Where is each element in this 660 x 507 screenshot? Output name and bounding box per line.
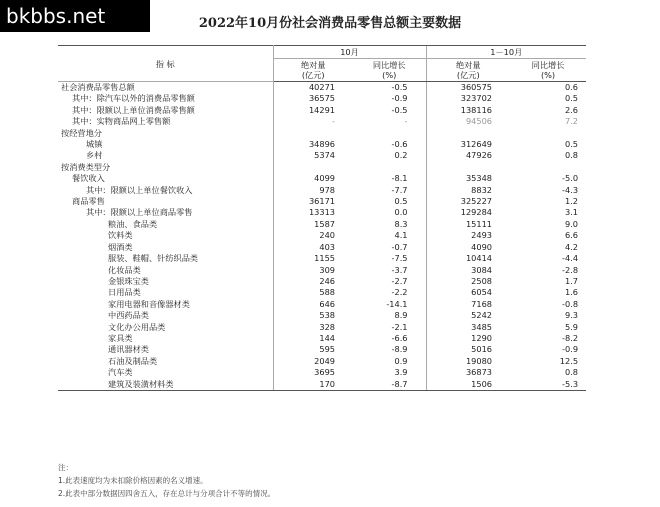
row-label: 其中：限额以上单位商品零售: [58, 207, 273, 218]
table-row: [58, 379, 586, 391]
row-label: 其中：实物商品网上零售额: [58, 116, 273, 127]
row-label: 中西药品类: [58, 310, 273, 321]
oct-growth: -0.7: [391, 241, 408, 252]
row-label: 金银珠宝类: [58, 276, 273, 287]
header-ytd-amount: 绝对量 (亿元): [426, 59, 510, 82]
ytd-amount: 5242: [426, 310, 510, 321]
row-label: 城镇: [58, 139, 273, 150]
ytd-amount: 312649: [426, 139, 510, 150]
table-row: [58, 367, 586, 378]
ytd-amount: 15111: [426, 219, 510, 230]
oct-growth: -0.6: [391, 139, 408, 150]
table-row: [58, 276, 586, 287]
ytd-growth: [510, 162, 586, 173]
ytd-growth: 6.6: [565, 230, 579, 241]
notes: [58, 461, 275, 500]
ytd-amount: 138116: [426, 105, 510, 116]
oct-growth: -0.5: [391, 82, 408, 92]
oct-growth: -14.1: [386, 298, 408, 309]
row-label: 文化办公用品类: [58, 322, 273, 333]
row-label: 其中：限额以上单位餐饮收入: [58, 185, 273, 196]
oct-growth: -8.1: [391, 173, 408, 184]
retail-sales-table: [58, 45, 586, 391]
oct-amount: 646: [319, 298, 335, 309]
ytd-growth: 0.8: [565, 150, 579, 161]
row-label: 通讯器材类: [58, 344, 273, 355]
table-row: [58, 128, 586, 139]
table-row: [58, 219, 586, 230]
oct-growth: -8.7: [353, 379, 426, 391]
table-row: [58, 185, 586, 196]
oct-growth: 3.9: [394, 367, 408, 378]
table-row: [58, 356, 586, 367]
row-label: 餐饮收入: [58, 173, 273, 184]
ytd-amount: 360575: [426, 82, 510, 94]
oct-amount: 309: [319, 264, 335, 275]
ytd-amount: 6054: [426, 287, 510, 298]
table-row: [58, 230, 586, 241]
table-row: [58, 162, 586, 173]
oct-amount: 3695: [314, 367, 335, 378]
ytd-growth: 7.2: [565, 116, 579, 127]
ytd-growth: 2.6: [565, 104, 579, 115]
oct-amount: 40271: [308, 82, 335, 92]
row-label: 粮油、食品类: [58, 219, 273, 230]
table-row: [58, 344, 586, 355]
header-october: 10月: [273, 46, 426, 59]
ytd-growth: 1.6: [565, 287, 579, 298]
oct-growth: -2.7: [391, 275, 408, 286]
ytd-amount: 4090: [426, 242, 510, 253]
ytd-amount: 36873: [426, 367, 510, 378]
oct-amount: 34896: [308, 139, 335, 150]
row-label: 汽车类: [58, 367, 273, 378]
ytd-growth: -5.0: [562, 173, 579, 184]
ytd-amount: 1290: [426, 333, 510, 344]
row-label: 按经营地分: [58, 128, 273, 139]
ytd-growth: -0.8: [562, 298, 579, 309]
oct-growth: -0.9: [391, 93, 408, 104]
oct-growth: 8.3: [394, 218, 408, 229]
table-row: [58, 207, 586, 218]
oct-growth: [353, 162, 426, 173]
ytd-growth: -2.8: [562, 264, 579, 275]
row-label: 家具类: [58, 333, 273, 344]
ytd-amount: [426, 128, 510, 139]
ytd-amount: 35348: [426, 173, 510, 184]
row-label: 建筑及装潢材料类: [58, 379, 273, 391]
oct-amount: 13313: [308, 207, 335, 218]
table-row: [58, 196, 586, 207]
oct-amount: 14291: [308, 104, 335, 115]
oct-growth: 0.2: [394, 150, 408, 161]
oct-amount: 36575: [308, 93, 335, 104]
oct-growth: -3.7: [391, 264, 408, 275]
oct-amount: 5374: [314, 150, 335, 161]
header-indicator: 指 标: [58, 46, 273, 82]
ytd-amount: 8832: [426, 185, 510, 196]
row-label: 乡村: [58, 150, 273, 161]
oct-amount: 1587: [314, 218, 335, 229]
ytd-amount: 5016: [426, 344, 510, 355]
row-label: 烟酒类: [58, 242, 273, 253]
oct-amount: 2049: [314, 355, 335, 366]
row-label: 其中：限额以上单位消费品零售额: [58, 105, 273, 116]
ytd-amount: 7168: [426, 299, 510, 310]
ytd-amount: 323702: [426, 93, 510, 104]
oct-growth: -2.1: [391, 321, 408, 332]
ytd-amount: 94506: [426, 116, 510, 127]
watermark-logo: bkbbs.net: [0, 0, 150, 32]
table-row: [58, 150, 586, 161]
oct-growth: 0.5: [394, 196, 408, 207]
ytd-growth: 5.9: [565, 321, 579, 332]
oct-growth: -8.9: [391, 344, 408, 355]
ytd-amount: [426, 162, 510, 173]
oct-amount: 144: [319, 332, 335, 343]
oct-amount: 328: [319, 321, 335, 332]
header-oct-amount: 绝对量 (亿元): [273, 59, 353, 82]
oct-amount: 246: [319, 275, 335, 286]
ytd-growth: 9.0: [565, 218, 579, 229]
ytd-amount: 129284: [426, 207, 510, 218]
row-label: 服装、鞋帽、针纺织品类: [58, 253, 273, 264]
notes-title: 注：: [58, 463, 73, 472]
row-label: 饮料类: [58, 230, 273, 241]
ytd-amount: 1506: [426, 379, 510, 391]
table-row: [58, 173, 586, 184]
ytd-growth: -4.3: [562, 184, 579, 195]
oct-growth: -: [404, 116, 408, 127]
row-label: 化妆品类: [58, 265, 273, 276]
ytd-amount: 2493: [426, 230, 510, 241]
oct-growth: 0.0: [394, 207, 408, 218]
ytd-amount: 10414: [426, 253, 510, 264]
row-label: 家用电器和音像器材类: [58, 299, 273, 310]
note-2: 2.此表中部分数据因四舍五入，存在总计与分项合计不等的情况。: [58, 489, 276, 498]
ytd-growth: 3.1: [565, 207, 579, 218]
table-row: [58, 242, 586, 253]
table-row: [58, 333, 586, 344]
oct-growth: -6.6: [391, 332, 408, 343]
row-label: 商品零售: [58, 196, 273, 207]
oct-growth: 0.9: [394, 355, 408, 366]
oct-amount: 170: [273, 379, 353, 391]
ytd-amount: 325227: [426, 196, 510, 207]
table-row: [58, 139, 586, 150]
row-label: 日用品类: [58, 287, 273, 298]
ytd-growth: 1.7: [565, 275, 579, 286]
ytd-growth: 0.6: [565, 82, 579, 92]
ytd-amount: 3485: [426, 322, 510, 333]
row-label: 按消费类型分: [58, 162, 273, 173]
ytd-amount: 19080: [426, 356, 510, 367]
oct-growth: 4.1: [394, 230, 408, 241]
ytd-growth: -0.9: [562, 344, 579, 355]
ytd-amount: 2508: [426, 276, 510, 287]
oct-amount: -: [332, 116, 335, 127]
table-row: [58, 310, 586, 321]
header-ytd-growth: 同比增长 (%): [510, 59, 586, 82]
ytd-amount: 47926: [426, 150, 510, 161]
oct-growth: -0.5: [391, 104, 408, 115]
note-1: 1.此表速度均为未扣除价格因素的名义增速。: [58, 476, 208, 485]
table-row: [58, 105, 586, 116]
oct-amount: 240: [319, 230, 335, 241]
table-row: [58, 322, 586, 333]
ytd-growth: 4.2: [565, 241, 579, 252]
table-row: [58, 287, 586, 298]
table-row: [58, 82, 586, 94]
oct-amount: 588: [319, 287, 335, 298]
oct-amount: 978: [319, 184, 335, 195]
oct-amount: 4099: [314, 173, 335, 184]
ytd-growth: 0.5: [565, 93, 579, 104]
row-label: 石油及制品类: [58, 356, 273, 367]
row-label: 其中：除汽车以外的消费品零售额: [58, 93, 273, 104]
table-row: [58, 93, 586, 104]
table-row: [58, 253, 586, 264]
ytd-growth: 9.3: [565, 310, 579, 321]
oct-growth: [353, 128, 426, 139]
ytd-growth: 0.8: [565, 367, 579, 378]
ytd-growth: -8.2: [562, 332, 579, 343]
oct-growth: 8.9: [394, 310, 408, 321]
ytd-growth: [510, 128, 586, 139]
ytd-growth: 0.5: [565, 139, 579, 150]
page-title: 2022年10月份社会消费品零售总额主要数据: [198, 16, 462, 31]
oct-amount: 595: [319, 344, 335, 355]
ytd-growth: 1.2: [565, 196, 579, 207]
table-row: [58, 265, 586, 276]
oct-amount: 1155: [314, 253, 335, 264]
oct-amount: 538: [319, 310, 335, 321]
oct-growth: -2.2: [391, 287, 408, 298]
header-oct-growth: 同比增长 (%): [353, 59, 426, 82]
table-row: [58, 116, 586, 127]
oct-amount: 403: [319, 241, 335, 252]
oct-amount: 36171: [308, 196, 335, 207]
table-row: [58, 299, 586, 310]
oct-amount: [273, 128, 353, 139]
ytd-growth: 12.5: [559, 355, 579, 366]
oct-amount: [273, 162, 353, 173]
row-label: 社会消费品零售总额: [58, 82, 273, 94]
ytd-growth: -5.3: [510, 379, 586, 391]
oct-growth: -7.7: [391, 184, 408, 195]
oct-growth: -7.5: [391, 253, 408, 264]
header-jan-oct: 1－10月: [426, 46, 586, 59]
ytd-amount: 3084: [426, 265, 510, 276]
ytd-growth: -4.4: [562, 253, 579, 264]
